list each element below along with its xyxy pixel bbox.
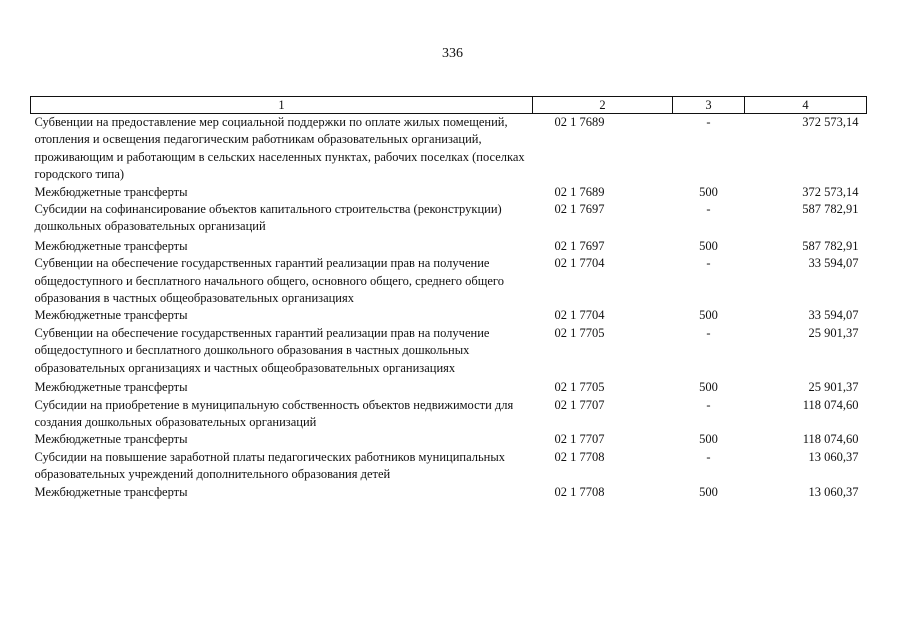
row-type: - bbox=[706, 115, 711, 129]
row-name: Межбюджетные трансферты bbox=[34, 238, 188, 253]
row-amount: 587 782,91 bbox=[802, 202, 859, 217]
row-name: Субсидии на приобретение в муниципальную собственность объектов недвижимости для создания дошкольных образовательных организаций bbox=[34, 397, 514, 429]
header-col-3: 3 bbox=[673, 97, 745, 114]
row-code: 02 1 7704 bbox=[554, 308, 605, 323]
row-code: 02 1 7689 bbox=[554, 184, 605, 199]
row-type: 500 bbox=[699, 484, 718, 499]
row-amount: 25 901,37 bbox=[808, 325, 859, 340]
table-row bbox=[31, 114, 867, 184]
row-name: Межбюджетные трансферты bbox=[34, 432, 188, 447]
row-amount: 118 074,60 bbox=[802, 432, 859, 447]
row-type: - bbox=[706, 202, 711, 217]
row-code: 02 1 7697 bbox=[554, 202, 605, 217]
table-row bbox=[31, 236, 867, 255]
row-name: Субсидии на повышение заработной платы педагогических работников муниципальных образовательных учреждений дополнительного образования детей bbox=[34, 449, 506, 482]
row-type: 500 bbox=[699, 308, 718, 323]
page-number: 336 bbox=[442, 46, 463, 61]
row-name: Субвенции на обеспечение государственных гарантий реализации прав на получение общедоступного и бесплатного дошкольного образования в частных дошкольных образовательных организациях и частных общеобразовательных организациях bbox=[34, 325, 490, 375]
row-type: 500 bbox=[699, 380, 718, 395]
row-amount: 13 060,37 bbox=[808, 484, 859, 499]
row-type: - bbox=[706, 397, 711, 412]
table-row bbox=[31, 431, 867, 448]
table-row bbox=[31, 377, 867, 396]
table-row bbox=[31, 449, 867, 484]
row-type: 500 bbox=[699, 184, 718, 199]
table-row bbox=[31, 397, 867, 432]
row-type: - bbox=[706, 449, 711, 464]
table-row bbox=[31, 484, 867, 501]
table-row bbox=[31, 201, 867, 236]
row-code: 02 1 7704 bbox=[554, 256, 605, 271]
row-name: Межбюджетные трансферты bbox=[34, 380, 188, 395]
row-amount: 25 901,37 bbox=[808, 380, 859, 395]
row-code: 02 1 7705 bbox=[554, 380, 605, 395]
header-col-1: 1 bbox=[31, 97, 533, 114]
table-row bbox=[31, 184, 867, 201]
row-type: 500 bbox=[699, 432, 718, 447]
row-amount: 13 060,37 bbox=[808, 449, 859, 464]
row-code: 02 1 7705 bbox=[554, 325, 605, 340]
row-name: Межбюджетные трансферты bbox=[34, 184, 188, 199]
row-amount: 33 594,07 bbox=[808, 256, 859, 271]
table-row bbox=[31, 307, 867, 324]
row-name: Субвенции на предоставление мер социальной поддержки по оплате жилых помещений, отопления и освещения педагогическим работникам образовательных организаций, проживающим и работающим в сельских населенных пунктах, рабочих поселках (поселках городского типа) bbox=[34, 115, 525, 182]
row-type: - bbox=[706, 256, 711, 271]
row-name: Субвенции на обеспечение государственных гарантий реализации прав на получение общедоступного и бесплатного начального общего, основного общего, среднего общего образования в частных общеобразовательных организациях bbox=[34, 256, 504, 306]
budget-table bbox=[30, 96, 867, 501]
table-row bbox=[31, 325, 867, 377]
table-header bbox=[31, 97, 867, 114]
table-row bbox=[31, 255, 867, 307]
row-name: Субсидии на софинансирование объектов капитального строительства (реконструкции) дошкольных образовательных организаций bbox=[34, 202, 502, 234]
row-code: 02 1 7708 bbox=[554, 484, 605, 499]
row-amount: 33 594,07 bbox=[808, 308, 859, 323]
header-col-2: 2 bbox=[533, 97, 673, 114]
row-code: 02 1 7707 bbox=[554, 397, 605, 412]
row-amount: 118 074,60 bbox=[802, 397, 859, 412]
row-code: 02 1 7689 bbox=[554, 115, 605, 129]
table-body bbox=[31, 114, 867, 501]
row-code: 02 1 7707 bbox=[554, 432, 605, 447]
row-type: 500 bbox=[699, 238, 718, 253]
header-row bbox=[31, 97, 867, 114]
row-amount: 372 573,14 bbox=[802, 115, 859, 129]
row-amount: 587 782,91 bbox=[802, 238, 859, 253]
header-col-4: 4 bbox=[745, 97, 867, 114]
row-amount: 372 573,14 bbox=[802, 184, 859, 199]
row-code: 02 1 7708 bbox=[554, 449, 605, 464]
row-code: 02 1 7697 bbox=[554, 238, 605, 253]
row-name: Межбюджетные трансферты bbox=[34, 484, 188, 499]
row-name: Межбюджетные трансферты bbox=[34, 308, 188, 323]
row-type: - bbox=[706, 325, 711, 340]
